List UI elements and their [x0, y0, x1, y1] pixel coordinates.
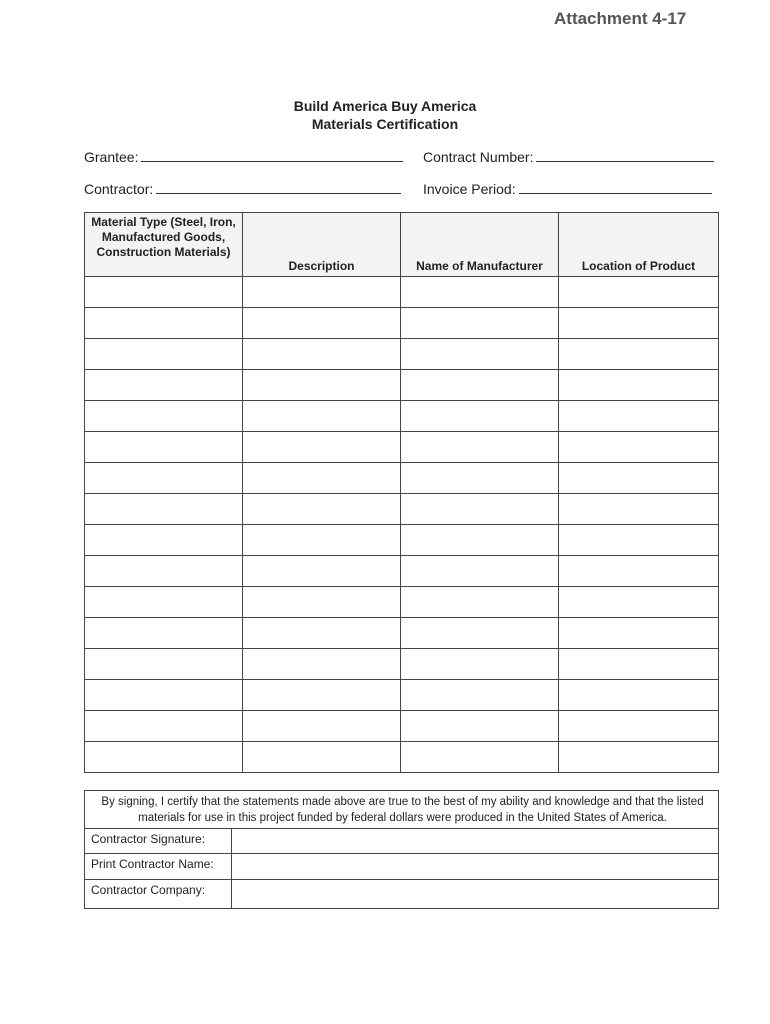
signature-label: Contractor Signature: [91, 832, 206, 846]
manufacturer-cell[interactable] [401, 401, 559, 432]
description-cell[interactable] [243, 401, 401, 432]
company-label: Contractor Company: [91, 883, 206, 897]
table-row [85, 680, 719, 711]
table-row [85, 308, 719, 339]
table-row [85, 711, 719, 742]
table-row [85, 494, 719, 525]
header-description: Description [243, 213, 401, 277]
table-row [85, 401, 719, 432]
table-row [85, 742, 719, 773]
location-cell[interactable] [559, 711, 719, 742]
manufacturer-cell[interactable] [401, 277, 559, 308]
manufacturer-cell[interactable] [401, 711, 559, 742]
material-type-cell[interactable] [85, 308, 243, 339]
header-manufacturer: Name of Manufacturer [401, 213, 559, 277]
material-type-cell[interactable] [85, 463, 243, 494]
manufacturer-cell[interactable] [401, 587, 559, 618]
description-cell[interactable] [243, 680, 401, 711]
contract-number-input-line[interactable] [536, 149, 714, 162]
location-cell[interactable] [559, 587, 719, 618]
location-cell[interactable] [559, 494, 719, 525]
manufacturer-cell[interactable] [401, 618, 559, 649]
table-row [85, 649, 719, 680]
manufacturer-cell[interactable] [401, 556, 559, 587]
company-input[interactable] [232, 880, 719, 909]
manufacturer-cell[interactable] [401, 742, 559, 773]
location-cell[interactable] [559, 463, 719, 494]
description-cell[interactable] [243, 525, 401, 556]
invoice-period-field [423, 181, 712, 197]
location-cell[interactable] [559, 370, 719, 401]
table-row [85, 432, 719, 463]
material-type-cell[interactable] [85, 277, 243, 308]
contract-number-field [423, 149, 714, 165]
manufacturer-cell[interactable] [401, 494, 559, 525]
manufacturer-cell[interactable] [401, 308, 559, 339]
material-type-cell[interactable] [85, 339, 243, 370]
table-header-row [85, 213, 719, 277]
contractor-field [84, 181, 401, 197]
table-row [85, 556, 719, 587]
form-subtitle: Materials Certification [311, 116, 459, 132]
description-cell[interactable] [243, 494, 401, 525]
material-type-cell[interactable] [85, 742, 243, 773]
print-name-input[interactable] [232, 854, 719, 879]
table-row [85, 618, 719, 649]
table-row [85, 339, 719, 370]
manufacturer-cell[interactable] [401, 525, 559, 556]
location-cell[interactable] [559, 556, 719, 587]
description-cell[interactable] [243, 587, 401, 618]
manufacturer-cell[interactable] [401, 339, 559, 370]
material-type-cell[interactable] [85, 711, 243, 742]
location-cell[interactable] [559, 618, 719, 649]
description-cell[interactable] [243, 339, 401, 370]
invoice-period-input-line[interactable] [519, 181, 712, 194]
material-type-cell[interactable] [85, 649, 243, 680]
table-row [85, 525, 719, 556]
description-cell[interactable] [243, 556, 401, 587]
manufacturer-cell[interactable] [401, 463, 559, 494]
materials-table-body [85, 277, 719, 773]
grantee-label: Grantee: [84, 149, 139, 165]
table-row [85, 370, 719, 401]
table-row [85, 277, 719, 308]
material-type-cell[interactable] [85, 556, 243, 587]
grantee-field [84, 149, 403, 165]
material-type-cell[interactable] [85, 680, 243, 711]
materials-table [84, 212, 719, 773]
material-type-cell[interactable] [85, 587, 243, 618]
description-cell[interactable] [243, 277, 401, 308]
manufacturer-cell[interactable] [401, 432, 559, 463]
material-type-cell[interactable] [85, 618, 243, 649]
material-type-cell[interactable] [85, 494, 243, 525]
description-cell[interactable] [243, 370, 401, 401]
location-cell[interactable] [559, 680, 719, 711]
description-cell[interactable] [243, 711, 401, 742]
description-cell[interactable] [243, 649, 401, 680]
manufacturer-cell[interactable] [401, 370, 559, 401]
material-type-cell[interactable] [85, 401, 243, 432]
location-cell[interactable] [559, 401, 719, 432]
grantee-input-line[interactable] [141, 149, 403, 162]
contractor-label: Contractor: [84, 181, 154, 197]
header-material-type: Material Type (Steel, Iron, Manufactured Goods, Construction Materials) [85, 213, 243, 277]
manufacturer-cell[interactable] [401, 680, 559, 711]
description-cell[interactable] [243, 463, 401, 494]
description-cell[interactable] [243, 742, 401, 773]
description-cell[interactable] [243, 308, 401, 339]
description-cell[interactable] [243, 432, 401, 463]
location-cell[interactable] [559, 525, 719, 556]
form-title: Build America Buy America [293, 98, 477, 114]
location-cell[interactable] [559, 742, 719, 773]
contractor-input-line[interactable] [156, 181, 401, 194]
certification-box [84, 790, 719, 909]
table-row [85, 587, 719, 618]
header-location: Location of Product [559, 213, 719, 277]
contract-number-label: Contract Number: [423, 149, 534, 165]
attachment-number: Attachment 4-17 [554, 9, 687, 28]
description-cell[interactable] [243, 618, 401, 649]
material-type-cell[interactable] [85, 525, 243, 556]
material-type-cell[interactable] [85, 370, 243, 401]
print-name-label: Print Contractor Name: [91, 857, 214, 871]
signature-input[interactable] [232, 829, 719, 853]
location-cell[interactable] [559, 308, 719, 339]
manufacturer-cell[interactable] [401, 649, 559, 680]
location-cell[interactable] [559, 432, 719, 463]
table-row [85, 463, 719, 494]
location-cell[interactable] [559, 277, 719, 308]
location-cell[interactable] [559, 339, 719, 370]
material-type-cell[interactable] [85, 432, 243, 463]
certification-statement: By signing, I certify that the statements made above are true to the best of my ability and knowledge and that the listed materials for use in this project funded by federal dollars were produced in the United States of America. [101, 796, 704, 824]
invoice-period-label: Invoice Period: [423, 181, 516, 197]
location-cell[interactable] [559, 649, 719, 680]
